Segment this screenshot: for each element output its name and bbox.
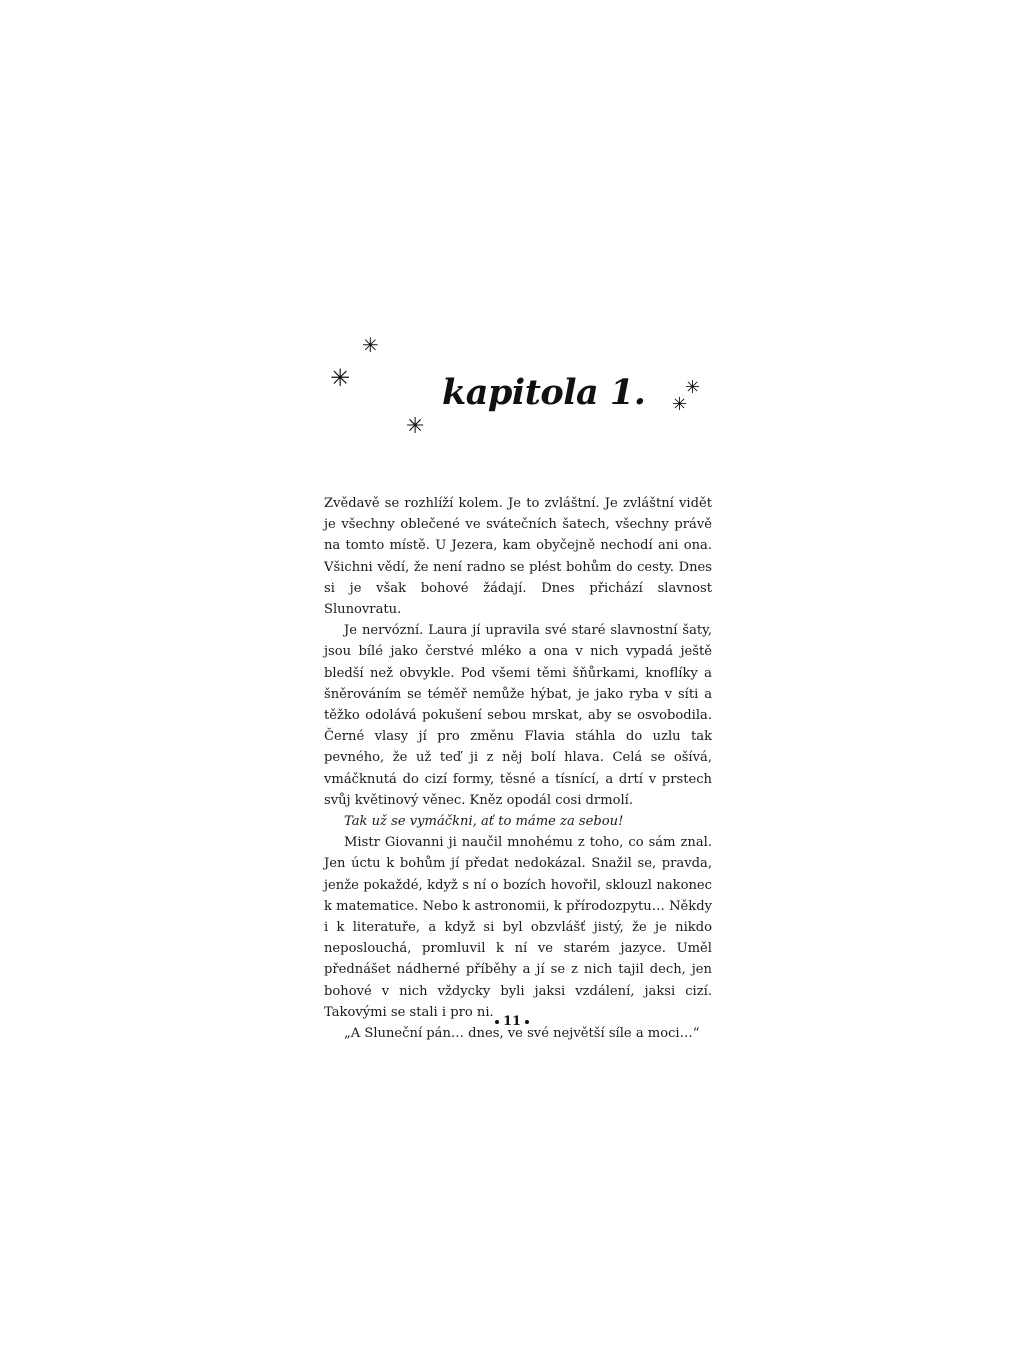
chapter-title: kapitola 1. [442,372,646,413]
bullet-dot-icon [525,1020,529,1024]
bullet-dot-icon [495,1020,499,1024]
page-number-value: 11 [502,1014,522,1029]
paragraph-dialogue: „A Sluneční pán… dnes, ve své největší síle a moci…“ [344,1026,700,1042]
asterisk-star-icon: ✳ [685,377,701,398]
asterisk-star-icon: ✳ [406,414,425,439]
chapter-body [324,493,712,1044]
chapter-header [320,330,720,450]
paragraph-italic-thought: Tak už se vymáčkni, ať to máme za sebou! [344,814,624,830]
asterisk-star-icon: ✳ [672,394,688,415]
page-number [0,1014,1024,1029]
asterisk-star-icon: ✳ [330,364,351,392]
asterisk-star-icon: ✳ [362,333,379,357]
paragraph: Je nervózní. Laura jí upravila své staré slavnostní šaty, jsou bílé jako čerstvé mléko a ona v nich vypadá ještě bledší než obvykle. Pod všemi těmi šňůrkami, knoflíky a šněrováním se téměř nemůže hýbat, je jako ryba v síti a těžko odolává pokušení sebou mrskat, aby se osvobodila. Černé vlasy jí pro změnu Flavia stáhla do uzlu tak pevného, že už teď ji z něj bolí hlava. Celá se ošívá, vmáčknutá do cizí formy, těsné a tísnící, a drtí v prstech svůj květinový věnec. Kněz opodál cosi drmolí. [324,623,712,808]
paragraph: Mistr Giovanni ji naučil mnohému z toho, co sám znal. Jen úctu k bohům jí předat nedokázal. Snažil se, pravda, jenže pokaždé, když s ní o bozích hovořil, sklouzl nakonec k matematice. Nebo k astronomii, k přírodozpytu… Někdy i k literatuře, a když si byl obzvlášť jistý, že je nikdo neposlouchá, promluvil k ní ve starém jazyce. Uměl přednášet nádherné příběhy a jí se z nich tajil dech, jen bohové v nich vždycky byli jaksi vzdálení, jaksi cizí. Takovými se stali i pro ni. [324,835,712,1020]
paragraph: Zvědavě se rozhlíží kolem. Je to zvláštní. Je zvláštní vidět je všechny oblečené ve svátečních šatech, všechny právě na tomto místě. U Jezera, kam obyčejně nechodí ani ona. Všichni vědí, že není radno se plést bohům do cesty. Dnes si je však bohové žádají. Dnes přichází slavnost Slunovratu. [324,496,712,618]
